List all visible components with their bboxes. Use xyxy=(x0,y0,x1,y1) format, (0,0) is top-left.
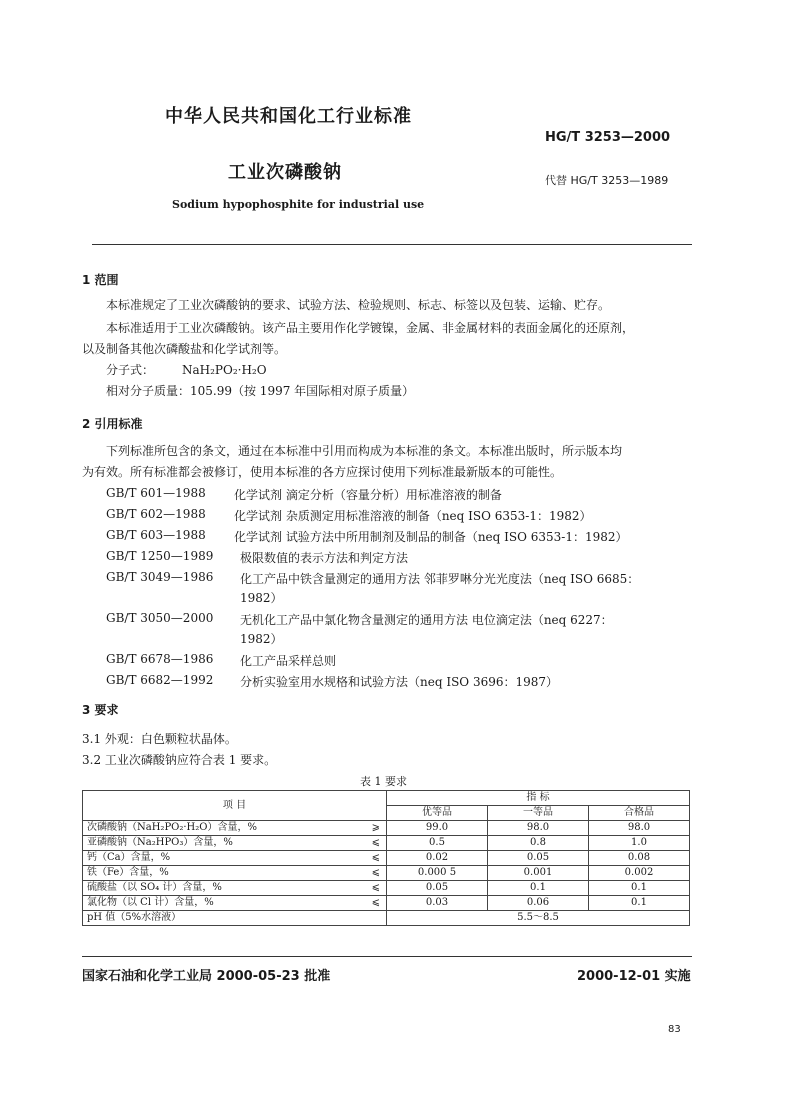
ref-title: 化学试剂 杂质测定用标准溶液的制备（neq ISO 6353-1：1982） xyxy=(234,509,592,523)
operator-cell: ⩽ xyxy=(356,836,387,851)
value-cell: 1.0 xyxy=(589,836,690,851)
item-cell: pH 值（5%水溶液） xyxy=(83,911,387,926)
ref-title: 化工产品采样总则 xyxy=(240,654,337,668)
ref-code: GB/T 601—1988 xyxy=(106,486,206,500)
section-2-heading: 2 引用标准 xyxy=(82,417,143,431)
section-1-para-2b: 以及制备其他次磷酸盐和化学试剂等。 xyxy=(82,342,287,356)
ref-code: GB/T 603—1988 xyxy=(106,528,206,542)
ref-title: 化学试剂 试验方法中所用制剂及制品的制备（neq ISO 6353-1：1982） xyxy=(234,530,628,544)
footer-divider xyxy=(82,956,692,957)
section-3-heading: 3 要求 xyxy=(82,703,119,717)
operator-cell: ⩽ xyxy=(356,896,387,911)
value-cell: 99.0 xyxy=(387,821,488,836)
document-title: 工业次磷酸钠 xyxy=(228,162,342,183)
value-cell: 0.02 xyxy=(387,851,488,866)
ref-title: 分析实验室用水规格和试验方法（neq ISO 3696：1987） xyxy=(240,675,559,689)
ref-code: GB/T 3050—2000 xyxy=(106,611,214,625)
value-cell: 0.002 xyxy=(589,866,690,881)
table-row xyxy=(83,911,690,926)
column-header-item: 项 目 xyxy=(83,791,387,821)
table-row xyxy=(83,881,690,896)
value-cell: 0.1 xyxy=(589,896,690,911)
header-divider xyxy=(92,244,692,245)
operator-cell: ⩽ xyxy=(356,851,387,866)
standard-number: HG/T 3253—2000 xyxy=(545,130,671,145)
value-cell: 98.0 xyxy=(488,821,589,836)
value-cell: 0.001 xyxy=(488,866,589,881)
item-cell: 钙（Ca）含量，% xyxy=(83,851,357,866)
value-cell: 0.8 xyxy=(488,836,589,851)
value-cell: 0.05 xyxy=(387,881,488,896)
item-cell: 铁（Fe）含量，% xyxy=(83,866,357,881)
value-cell: 0.06 xyxy=(488,896,589,911)
formula-label: 分子式： xyxy=(106,363,155,377)
formula: NaH₂PO₂·H₂O xyxy=(182,363,267,377)
english-title: Sodium hypophosphite for industrial use xyxy=(172,198,425,211)
ref-code: GB/T 1250—1989 xyxy=(106,549,214,563)
ref-title: 无机化工产品中氯化物含量测定的通用方法 电位滴定法（neq 6227： xyxy=(240,613,613,627)
section-2-para-1a: 下列标准所包含的条文，通过在本标准中引用而构成为本标准的条文。本标准出版时，所示版本均 xyxy=(106,444,623,458)
value-cell: 0.03 xyxy=(387,896,488,911)
section-1-heading: 1 范围 xyxy=(82,273,119,287)
ph-value-cell: 5.5～8.5 xyxy=(387,911,690,926)
item-cell: 亚磷酸钠（Na₂HPO₃）含量，% xyxy=(83,836,357,851)
value-cell: 0.5 xyxy=(387,836,488,851)
ref-title-continued: 1982） xyxy=(240,591,283,605)
replaces-standard: 代替 HG/T 3253—1989 xyxy=(545,174,669,187)
ref-code: GB/T 602—1988 xyxy=(106,507,206,521)
ref-title: 化工产品中铁含量测定的通用方法 邻菲罗啉分光光度法（neq ISO 6685： xyxy=(240,572,640,586)
section-3-1: 3.1 外观：白色颗粒状晶体。 xyxy=(82,732,237,746)
molecular-mass: 相对分子质量：105.99（按 1997 年国际相对原子质量） xyxy=(106,384,415,398)
table-row xyxy=(83,896,690,911)
ref-title-continued: 1982） xyxy=(240,632,283,646)
value-cell: 0.1 xyxy=(488,881,589,896)
ref-code: GB/T 6682—1992 xyxy=(106,673,214,687)
requirements-table xyxy=(82,790,690,926)
value-cell: 0.08 xyxy=(589,851,690,866)
operator-cell: ⩾ xyxy=(356,821,387,836)
table-row xyxy=(83,821,690,836)
grade-header: 一等品 xyxy=(488,806,589,821)
ref-title: 化学试剂 滴定分析（容量分析）用标准溶液的制备 xyxy=(234,488,502,502)
industry-standard-title: 中华人民共和国化工行业标准 xyxy=(165,106,412,127)
item-cell: 硫酸盐（以 SO₄ 计）含量，% xyxy=(83,881,357,896)
operator-cell: ⩽ xyxy=(356,866,387,881)
value-cell: 0.000 5 xyxy=(387,866,488,881)
effective-date: 2000-12-01 实施 xyxy=(577,969,691,984)
grade-header: 优等品 xyxy=(387,806,488,821)
table-row xyxy=(83,836,690,851)
item-cell: 次磷酸钠（NaH₂PO₂·H₂O）含量，% xyxy=(83,821,357,836)
table-caption: 表 1 要求 xyxy=(360,775,407,788)
section-1-para-2a: 本标准适用于工业次磷酸钠。该产品主要用作化学镀镍，金属、非金属材料的表面金属化的还原剂， xyxy=(106,321,635,335)
table-row xyxy=(83,866,690,881)
value-cell: 0.05 xyxy=(488,851,589,866)
ref-title: 极限数值的表示方法和判定方法 xyxy=(240,551,409,565)
value-cell: 98.0 xyxy=(589,821,690,836)
column-header-index: 指 标 xyxy=(387,791,690,806)
operator-cell: ⩽ xyxy=(356,881,387,896)
value-cell: 0.1 xyxy=(589,881,690,896)
page-number: 83 xyxy=(668,1024,681,1035)
item-cell: 氯化物（以 Cl 计）含量，% xyxy=(83,896,357,911)
ref-code: GB/T 3049—1986 xyxy=(106,570,214,584)
section-1-para-1: 本标准规定了工业次磷酸钠的要求、试验方法、检验规则、标志、标签以及包装、运输、贮存。 xyxy=(106,298,611,312)
section-3-2: 3.2 工业次磷酸钠应符合表 1 要求。 xyxy=(82,753,277,767)
section-2-para-1b: 为有效。所有标准都会被修订，使用本标准的各方应探讨使用下列标准最新版本的可能性。 xyxy=(82,465,563,479)
approval-text: 国家石油和化学工业局 2000-05-23 批准 xyxy=(82,969,331,984)
grade-header: 合格品 xyxy=(589,806,690,821)
table-row xyxy=(83,851,690,866)
ref-code: GB/T 6678—1986 xyxy=(106,652,214,666)
